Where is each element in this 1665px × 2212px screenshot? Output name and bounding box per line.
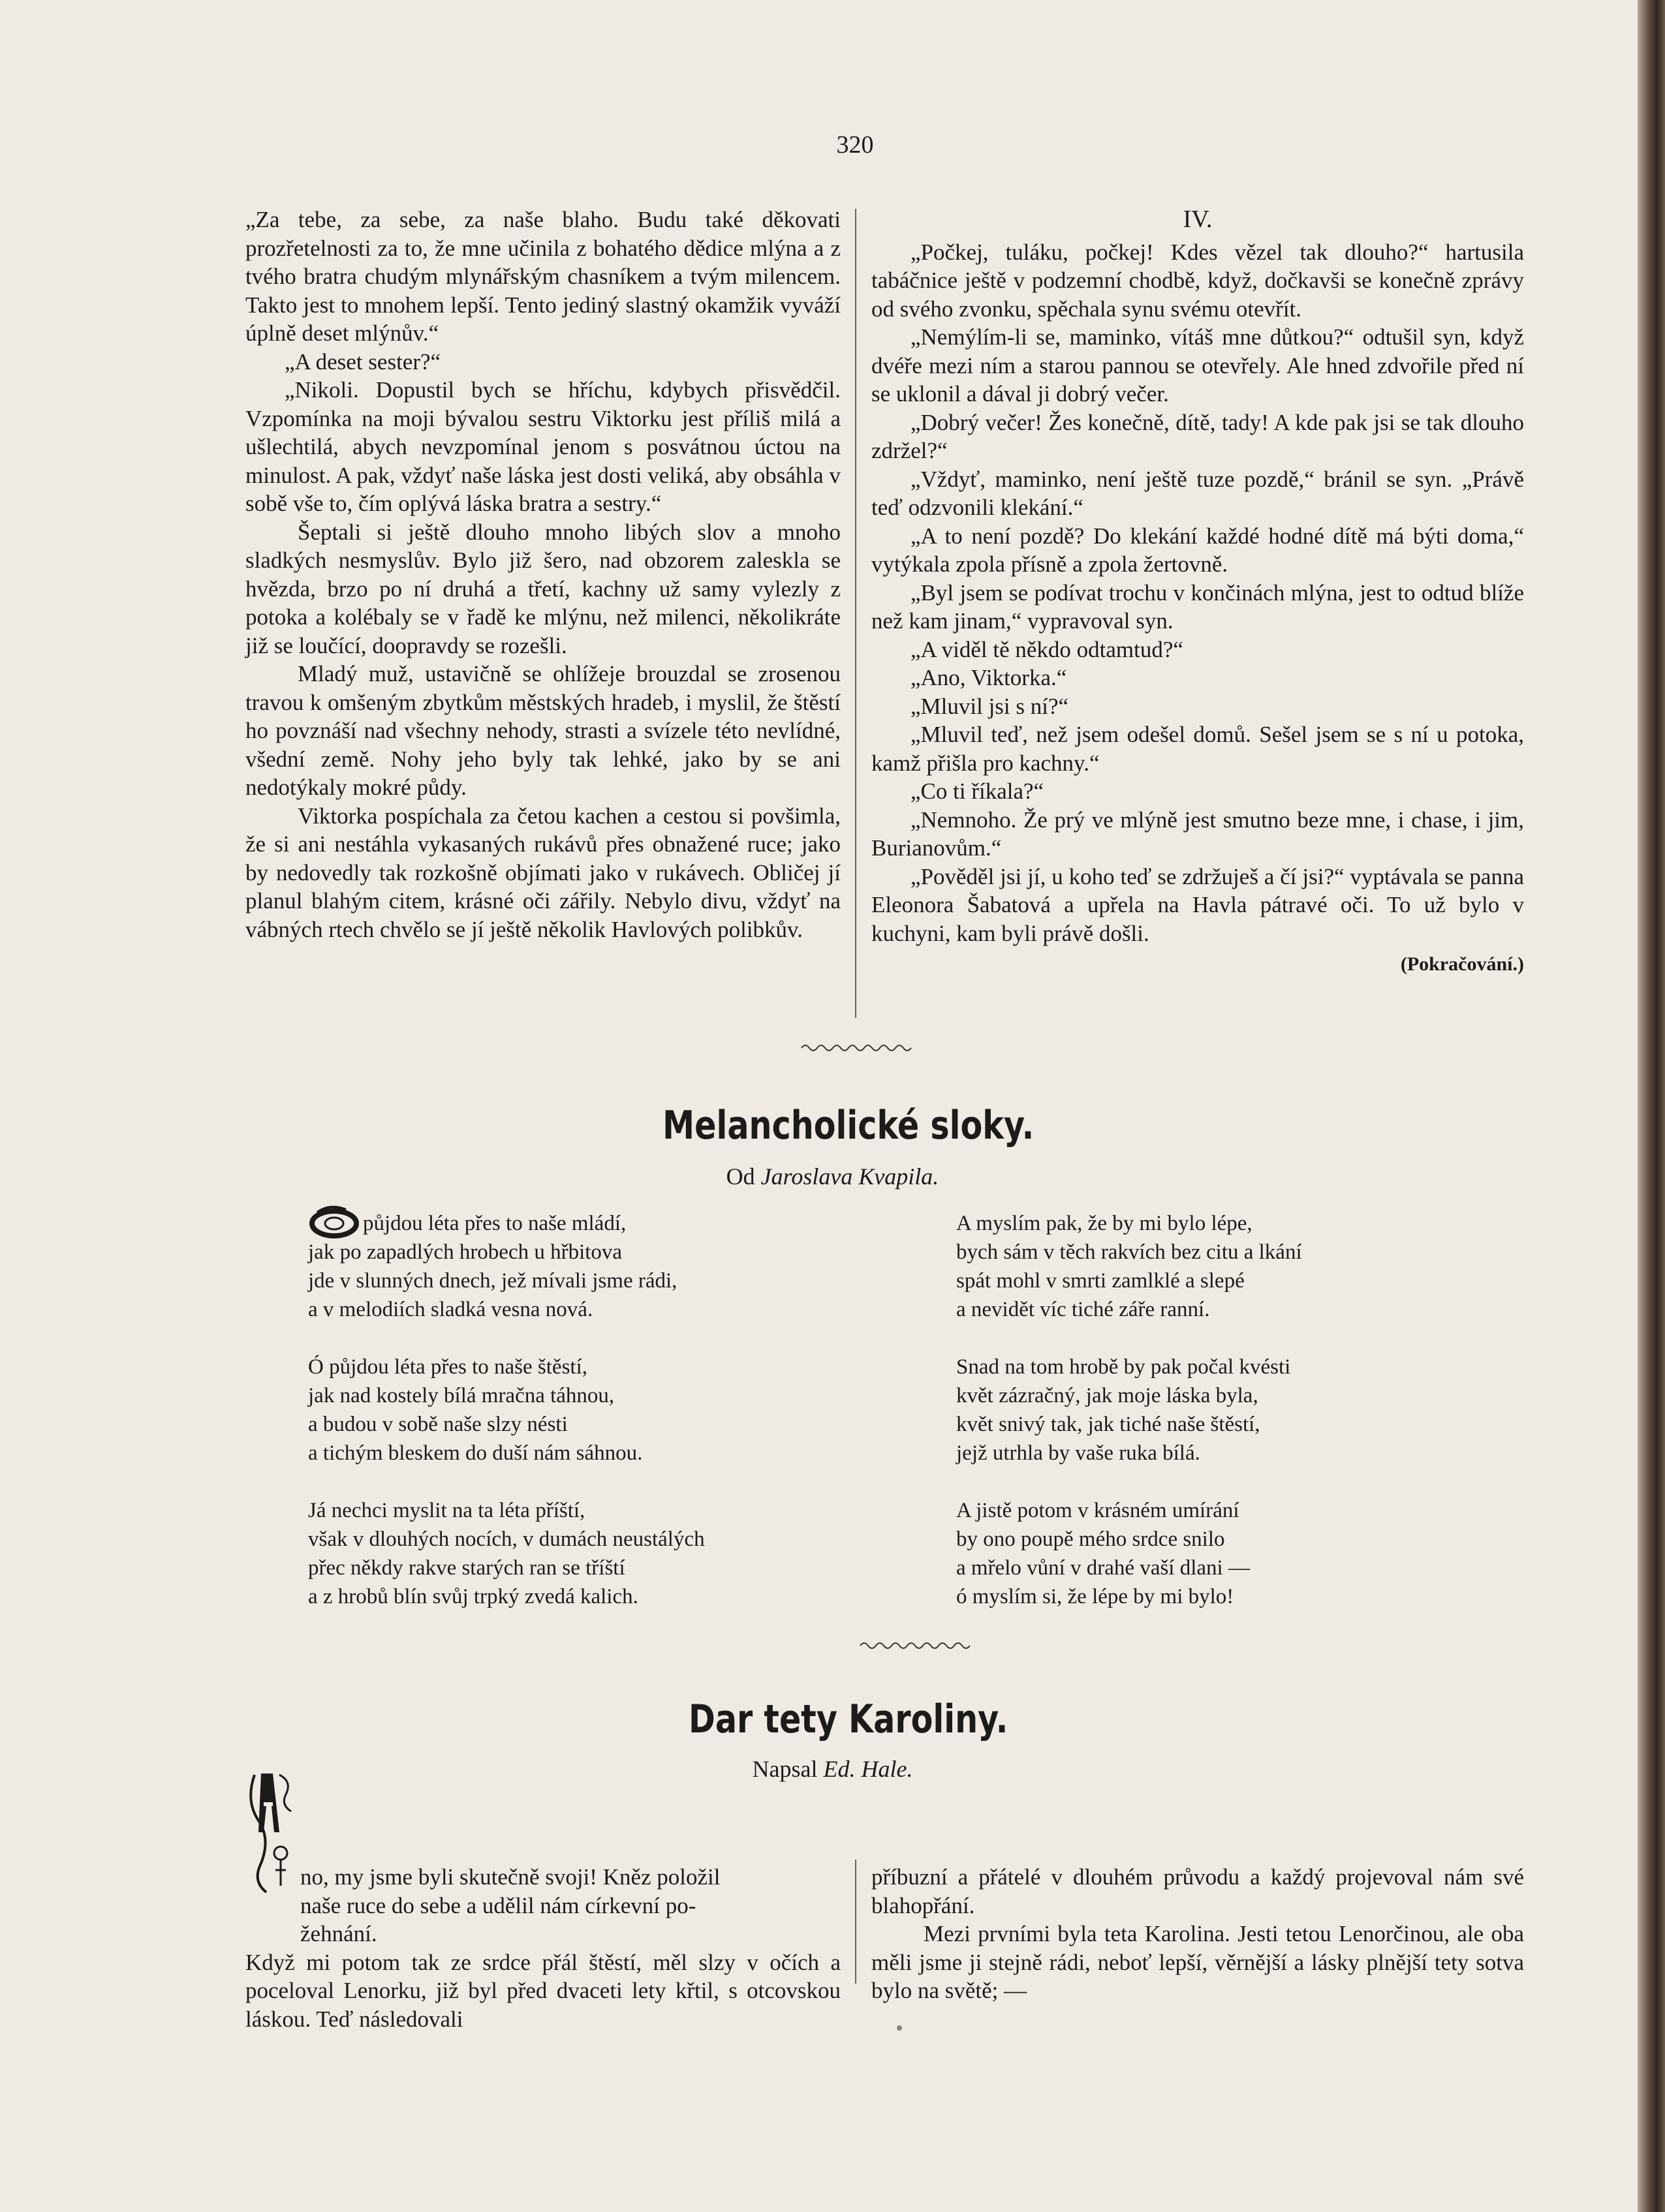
stanza — [308, 1496, 705, 1611]
stanza — [956, 1496, 1302, 1611]
byline-prefix: Od — [726, 1163, 755, 1190]
verse-line: ó myslím si, že lépe by mi bylo! — [956, 1585, 1234, 1608]
verse-line: A jistě potom v krásném umírání — [956, 1499, 1239, 1522]
verse-line: a tichým bleskem do duší nám sáhnou. — [308, 1441, 643, 1465]
column-divider — [855, 209, 856, 1018]
text-column-right — [871, 206, 1524, 979]
paragraph: „Mluvil jsi s ní?“ — [910, 693, 1069, 719]
verse-line: spát mohl v smrti zamlklé a slepé — [956, 1269, 1245, 1293]
paragraph: „Dobrý večer! Žes konečně, dítě, tady! A kde pak jsi se tak dlouho zdržel?“ — [871, 409, 1524, 463]
paragraph: „Počkej, tuláku, počkej! Kdes vězel tak dlouho?“ hartusila tabáčnice ještě v podzemní chodbě, když, dočkavši se konečně zprávy od svého zvonku, spěchala synu svému otevřít. — [871, 239, 1524, 322]
stanza — [308, 1353, 705, 1467]
paragraph: Viktorka pospíchala za četou kachen a cestou si povšimla, že si ani nestáhla vykasaných rukávů přes obnažené ruce; jako by nedovedly tak rozkošně objímati jako v rukávech. Obličej jí planul blahým citem, krásné oči zářily. Nebylo divu, vždyť na vábných rtech chvělo se jí ještě několik Havlových polibkův. — [245, 803, 841, 942]
paragraph: „Mluvil teď, než jsem odešel domů. Sešel jsem se s ní u potoka, kamž přišla pro kachny.“ — [871, 722, 1524, 776]
chapter-heading: IV. — [1183, 206, 1213, 233]
verse-line: Ó půjdou léta přes to naše štěstí, — [308, 1355, 588, 1379]
page-number: 320 — [836, 131, 874, 159]
verse-line: jak po zapadlých hrobech u hřbitova — [308, 1240, 623, 1264]
verse-line: květ snivý tak, jak tiché naše štěstí, — [956, 1413, 1260, 1436]
paragraph: „A deset sester?“ — [285, 348, 441, 375]
poem-left-column — [308, 1209, 705, 1640]
paragraph: Mladý muž, ustavičně se ohlížeje brouzdal se zrosenou travou k omšeným zbytkům městských hradeb, i myslil, že štěstí ho povznáší nad všechny nehody, strasti a svízele této nevlídné, všední země. Nohy jeho byly tak lehké, jako by se ani nedotýkaly mokré půdy. — [245, 661, 841, 800]
verse-line: půjdou léta přes to naše mládí, — [363, 1212, 627, 1235]
verse-line: květ zázračný, jak moje láska byla, — [956, 1384, 1258, 1407]
page-edge-shadow — [1638, 0, 1665, 2212]
paragraph: „Nemýlím-li se, maminko, vítáš mne důtkou?“ odtušil syn, když dvéře mezi ním a starou pannou se otevřely. Ale hned zdvořile před ní se uklonil a dával ji dobrý večer. — [871, 324, 1524, 407]
column-divider — [855, 1860, 856, 1984]
verse-line: však v dlouhých nocích, v dumách neustálých — [308, 1528, 705, 1551]
verse-line: a budou v sobě naše slzy nésti — [308, 1413, 568, 1436]
text-line: žehnání. — [300, 1921, 377, 1946]
paragraph: Když mi potom tak ze srdce přál štěstí, měl slzy v očích a poceloval Lenorku, již byl před dvaceti lety křtil, s otcovskou láskou. Teď následovali — [245, 1949, 841, 2032]
continued-note: (Pokračování.) — [1400, 953, 1524, 975]
story-column-right — [871, 1863, 1524, 2005]
wave-ornament — [859, 1639, 976, 1652]
text-column-left — [245, 206, 841, 944]
author-name: Ed. Hale. — [823, 1756, 913, 1782]
paragraph: „Za tebe, za sebe, za naše blaho. Budu také děkovati prozřetelnosti za to, že mne učinila z bohatého dědice mlýna a z tvého bratra chudým mlynářským chasníkem a tvým milencem. Takto jest to mnohem lepší. Tento jediný slastný okamžik vyváží úplně deset mlýnův.“ — [245, 207, 841, 346]
text-line: naše ruce do sebe a udělil nám církevní po- — [300, 1892, 696, 1918]
verse-line: jejž utrhla by vaše ruka bílá. — [956, 1441, 1200, 1465]
poem-right-column — [956, 1209, 1302, 1640]
verse-line: bych sám v těch rakvích bez citu a lkání — [956, 1240, 1302, 1264]
paragraph: „Co ti říkala?“ — [910, 778, 1044, 804]
verse-line: Snad na tom hrobě by pak počal kvésti — [956, 1355, 1291, 1379]
verse-line: a nevidět víc tiché záře ranní. — [956, 1298, 1210, 1321]
verse-line: a v melodiích sladká vesna nová. — [308, 1298, 593, 1321]
byline-prefix: Napsal — [752, 1756, 818, 1782]
ink-dot — [897, 2025, 902, 2031]
paragraph: „Byl jsem se podívat trochu v končinách mlýna, jest to odtud blíže než kam jinam,“ vypravoval syn. — [871, 579, 1524, 634]
verse-line: přec někdy rakve starých ran se tříští — [308, 1556, 625, 1580]
author-name: Jaroslava Kvapila. — [760, 1163, 939, 1190]
paragraph: Šeptali si ještě dlouho mnoho libých slov a mnoho sladkých nesmyslův. Bylo již šero, nad obzorem zaleskla se hvězda, brzo po ní druhá a třetí, kachny už samy vylezly z potoka a kolébaly se v řadě ke mlýnu, než milenci, několikráte již se loučící, doopravdy se rozešli. — [245, 519, 841, 658]
paragraph: „Nikoli. Dopustil bych se hříchu, kdybych přisvědčil. Vzpomínka na moji bývalou sestru Viktorku jest příliš milá a ušlechtilá, abych nevzpomínal jenom s posvátnou úctou na minulost. A pak, vždyť naše láska jest dosti veliká, aby obsáhla v sobě vše to, čím oplývá láska bratra a sestry.“ — [245, 377, 841, 516]
verse-line: a z hrobů blín svůj trpký zvedá kalich. — [308, 1585, 638, 1608]
verse-line: a mřelo vůní v drahé vaší dlani — — [956, 1556, 1250, 1580]
paragraph: Mezi prvními byla teta Karolina. Jesti tetou Lenorčinou, ale oba měli jsme ji stejně rádi, neboť lepší, věrnější a lásky plnější tety sotva bylo na světě; — — [871, 1921, 1524, 2003]
paragraph: „Ano, Viktorka.“ — [910, 665, 1067, 690]
verse-line: jak nad kostely bílá mračna táhnou, — [308, 1384, 615, 1407]
paragraph: „Nemnoho. Že prý ve mlýně jest smutno beze mne, i chase, i jim, Burianovům.“ — [871, 806, 1524, 861]
paragraph: „Pověděl jsi jí, u koho teď se zdržuješ a čí jsi?“ vyptávala se panna Eleonora Šabatová a upřela na Havla pátravé oči. To už bylo v kuchyni, kam byli právě došli. — [871, 863, 1524, 946]
paragraph: příbuzní a přátelé v dlouhém průvodu a každý projevoval nám své blahopřání. — [871, 1864, 1524, 1918]
poem-byline — [0, 1163, 1665, 1190]
verse-line: jde v slunných dnech, jež mívali jsme rádi, — [308, 1269, 677, 1293]
stanza — [308, 1209, 705, 1324]
paragraph: „Vždyť, maminko, není ještě tuze pozdě,“ bránil se syn. „Právě teď odzvonili klekání.“ — [871, 466, 1524, 520]
wave-ornament — [800, 1041, 918, 1054]
story-column-left — [245, 1863, 841, 2033]
text-line: no, my jsme byli skutečně svoji! Kněz položil — [300, 1864, 721, 1890]
verse-line: Já nechci myslit na ta léta příští, — [308, 1499, 585, 1522]
paragraph: „A to není pozdě? Do klekání každé hodné dítě má býti doma,“ vytýkala zpola přísně a zpola žertovně. — [871, 523, 1524, 577]
story-title: Dar tety Karoliny. — [688, 1697, 1008, 1742]
verse-line: A myslím pak, že by mi bylo lépe, — [956, 1212, 1253, 1235]
verse-line: by ono poupě mého srdce snilo — [956, 1528, 1225, 1551]
stanza — [956, 1209, 1302, 1324]
poem-title: Melancholické sloky. — [662, 1103, 1035, 1148]
paragraph: „A viděl tě někdo odtamtud?“ — [910, 636, 1183, 662]
stanza — [956, 1353, 1302, 1467]
